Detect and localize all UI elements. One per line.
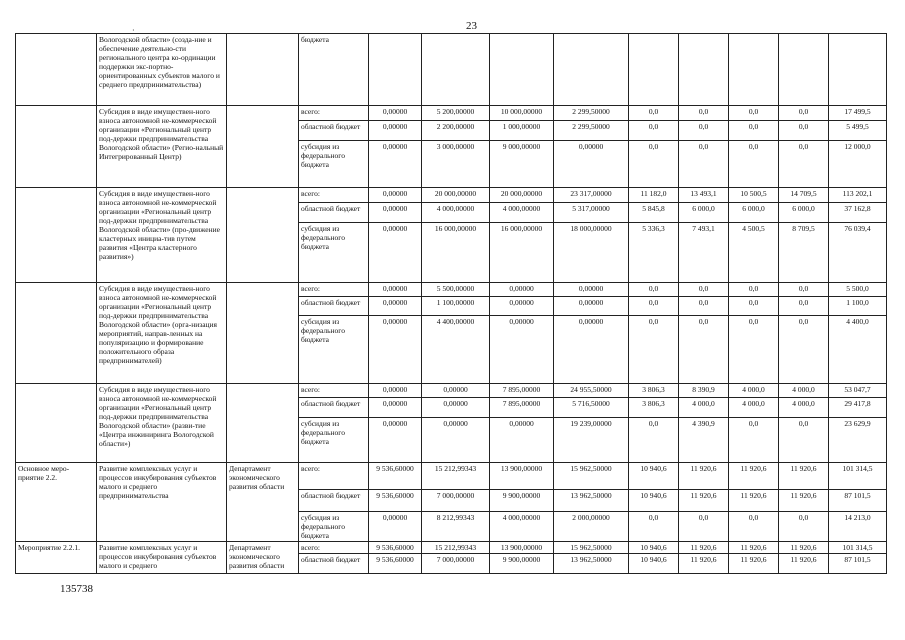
amount-cell: 0,00000 xyxy=(369,297,422,316)
amount-cell: 2 299,50000 xyxy=(554,121,629,141)
amount-cell: 0,0 xyxy=(779,121,829,141)
amount-cell: 8 709,5 xyxy=(779,223,829,283)
funding-source-cell: всего: xyxy=(299,542,369,554)
amount-cell: 87 101,5 xyxy=(829,554,887,574)
table-row xyxy=(16,34,887,106)
amount-cell: 2 000,00000 xyxy=(554,512,629,542)
activity-name-cell: Развитие комплексных услуг и процессов инкубирования субъектов малого и среднего xyxy=(97,542,227,574)
amount-cell: 15 212,99343 xyxy=(422,542,490,554)
amount-cell: 5 317,00000 xyxy=(554,203,629,223)
amount-cell: 0,0 xyxy=(729,283,779,297)
amount-cell: 4 390,9 xyxy=(679,418,729,463)
activity-number-cell xyxy=(16,283,97,384)
activity-number-cell: Основное меро-приятие 2.2. xyxy=(16,463,97,542)
table-row xyxy=(16,542,887,554)
budget-table xyxy=(15,33,887,574)
amount-cell: 0,00000 xyxy=(369,512,422,542)
amount-cell: 10 940,6 xyxy=(629,554,679,574)
amount-cell: 4 500,5 xyxy=(729,223,779,283)
amount-cell: 10 940,6 xyxy=(629,463,679,490)
header-mark: · xyxy=(132,26,135,35)
funding-source-cell: субсидия из федерального бюджета xyxy=(299,418,369,463)
amount-cell: 11 920,6 xyxy=(729,490,779,512)
amount-cell: 0,00000 xyxy=(422,398,490,418)
activity-name-cell: Субсидия в виде имуществен-ного взноса автономной не-коммерческой организации «Региональный центр под-держки предпринимательства Вологодской области» (про-движение кластерных инициа-тив путем развития «Центра кластерного развития») xyxy=(97,188,227,283)
amount-cell: 0,0 xyxy=(629,512,679,542)
amount-cell: 0,0 xyxy=(629,106,679,121)
amount-cell: 4 000,0 xyxy=(779,384,829,398)
amount-cell: 4 000,0 xyxy=(729,398,779,418)
amount-cell: 3 806,3 xyxy=(629,384,679,398)
amount-cell: 0,0 xyxy=(779,297,829,316)
amount-cell: 0,0 xyxy=(679,121,729,141)
amount-cell: 0,0 xyxy=(779,106,829,121)
amount-cell: 0,00000 xyxy=(554,297,629,316)
executor-cell xyxy=(227,188,299,283)
amount-cell: 0,0 xyxy=(679,316,729,384)
amount-cell: 11 920,6 xyxy=(679,463,729,490)
amount-cell: 0,0 xyxy=(629,297,679,316)
amount-cell: 11 920,6 xyxy=(729,463,779,490)
amount-cell: 10 940,6 xyxy=(629,490,679,512)
amount-cell: 11 920,6 xyxy=(779,554,829,574)
table-row xyxy=(16,384,887,398)
amount-cell: 9 900,00000 xyxy=(490,490,554,512)
amount-cell: 4 000,0 xyxy=(729,384,779,398)
amount-cell: 0,00000 xyxy=(369,384,422,398)
amount-cell: 1 100,0 xyxy=(829,297,887,316)
amount-cell: 4 000,0 xyxy=(779,398,829,418)
amount-cell: 5 500,00000 xyxy=(422,283,490,297)
amount-cell: 0,00000 xyxy=(369,316,422,384)
amount-cell: 11 182,0 xyxy=(629,188,679,203)
amount-cell: 101 314,5 xyxy=(829,542,887,554)
amount-cell: 9 900,00000 xyxy=(490,554,554,574)
amount-cell: 5 336,3 xyxy=(629,223,679,283)
amount-cell: 7 493,1 xyxy=(679,223,729,283)
amount-cell: 0,0 xyxy=(779,141,829,188)
funding-source-cell: субсидия из федерального бюджета xyxy=(299,316,369,384)
activity-number-cell xyxy=(16,34,97,106)
amount-cell: 20 000,00000 xyxy=(422,188,490,203)
amount-cell: 23 317,00000 xyxy=(554,188,629,203)
amount-cell: 0,0 xyxy=(629,316,679,384)
amount-cell: 12 000,0 xyxy=(829,141,887,188)
page-number: 23 xyxy=(466,20,477,32)
activity-number-cell xyxy=(16,384,97,463)
amount-cell: 15 212,99343 xyxy=(422,463,490,490)
amount-cell: 11 920,6 xyxy=(729,542,779,554)
funding-source-cell: всего: xyxy=(299,106,369,121)
amount-cell: 5 500,0 xyxy=(829,283,887,297)
table-row xyxy=(16,106,887,121)
amount-cell: 5 200,00000 xyxy=(422,106,490,121)
executor-cell: Департамент экономического развития области xyxy=(227,463,299,542)
amount-cell: 0,00000 xyxy=(369,106,422,121)
activity-number-cell: Мероприятие 2.2.1. xyxy=(16,542,97,574)
amount-cell: 4 400,0 xyxy=(829,316,887,384)
funding-source-cell: областной бюджет xyxy=(299,554,369,574)
amount-cell: 16 000,00000 xyxy=(422,223,490,283)
amount-cell: 0,0 xyxy=(629,121,679,141)
executor-cell: Департамент экономического развития области xyxy=(227,542,299,574)
amount-cell: 101 314,5 xyxy=(829,463,887,490)
amount-cell: 24 955,50000 xyxy=(554,384,629,398)
amount-cell: 0,0 xyxy=(729,316,779,384)
amount-cell: 0,00000 xyxy=(369,418,422,463)
amount-cell: 7 895,00000 xyxy=(490,384,554,398)
amount-cell: 7 895,00000 xyxy=(490,398,554,418)
amount-cell xyxy=(779,34,829,106)
amount-cell: 11 920,6 xyxy=(679,490,729,512)
amount-cell: 0,0 xyxy=(679,106,729,121)
executor-cell xyxy=(227,106,299,188)
activity-name-cell: Развитие комплексных услуг и процессов инкубирования субъектов малого и среднего предпринимательства xyxy=(97,463,227,542)
amount-cell: 53 047,7 xyxy=(829,384,887,398)
amount-cell: 87 101,5 xyxy=(829,490,887,512)
amount-cell: 0,00000 xyxy=(554,316,629,384)
amount-cell: 19 239,00000 xyxy=(554,418,629,463)
funding-source-cell: областной бюджет xyxy=(299,203,369,223)
amount-cell: 0,00000 xyxy=(554,141,629,188)
amount-cell: 7 000,00000 xyxy=(422,554,490,574)
amount-cell: 2 200,00000 xyxy=(422,121,490,141)
amount-cell: 10 000,00000 xyxy=(490,106,554,121)
amount-cell: 0,00000 xyxy=(369,223,422,283)
amount-cell: 17 499,5 xyxy=(829,106,887,121)
amount-cell: 113 202,1 xyxy=(829,188,887,203)
amount-cell: 0,00000 xyxy=(369,398,422,418)
amount-cell: 0,0 xyxy=(779,316,829,384)
amount-cell: 10 500,5 xyxy=(729,188,779,203)
amount-cell: 23 629,9 xyxy=(829,418,887,463)
funding-source-cell: субсидия из федерального бюджета xyxy=(299,141,369,188)
amount-cell: 6 000,0 xyxy=(779,203,829,223)
amount-cell: 15 962,50000 xyxy=(554,463,629,490)
amount-cell xyxy=(490,34,554,106)
amount-cell: 0,0 xyxy=(779,512,829,542)
amount-cell: 6 000,0 xyxy=(729,203,779,223)
amount-cell: 14 709,5 xyxy=(779,188,829,203)
amount-cell: 11 920,6 xyxy=(729,554,779,574)
amount-cell: 10 940,6 xyxy=(629,542,679,554)
funding-source-cell: областной бюджет xyxy=(299,121,369,141)
amount-cell: 4 000,00000 xyxy=(490,203,554,223)
amount-cell: 0,00000 xyxy=(369,121,422,141)
amount-cell: 0,00000 xyxy=(369,141,422,188)
amount-cell: 0,00000 xyxy=(490,283,554,297)
funding-source-cell: бюджета xyxy=(299,34,369,106)
amount-cell: 0,00000 xyxy=(490,297,554,316)
table-row xyxy=(16,188,887,203)
amount-cell: 11 920,6 xyxy=(779,542,829,554)
amount-cell: 0,00000 xyxy=(369,188,422,203)
executor-cell xyxy=(227,34,299,106)
amount-cell xyxy=(729,34,779,106)
amount-cell: 2 299,50000 xyxy=(554,106,629,121)
amount-cell: 1 100,00000 xyxy=(422,297,490,316)
amount-cell: 18 000,00000 xyxy=(554,223,629,283)
amount-cell xyxy=(554,34,629,106)
amount-cell: 13 900,00000 xyxy=(490,463,554,490)
amount-cell: 0,00000 xyxy=(369,283,422,297)
amount-cell: 0,0 xyxy=(729,141,779,188)
amount-cell: 0,00000 xyxy=(422,418,490,463)
funding-source-cell: всего: xyxy=(299,463,369,490)
funding-source-cell: всего: xyxy=(299,188,369,203)
amount-cell: 7 000,00000 xyxy=(422,490,490,512)
amount-cell: 0,0 xyxy=(729,121,779,141)
activity-name-cell: Вологодской области» (созда-ние и обеспечение деятельно-сти регионального центра ко-ординации поддержки экс-портно-ориентированных субъектов малого и среднего предпринимательства) xyxy=(97,34,227,106)
activity-name-cell: Субсидия в виде имуществен-ного взноса автономной не-коммерческой организации «Региональный центр под-держки предпринимательства Вологодской области» (орга-низация мероприятий, направ-ленных на популяризацию и формирование положительного образа предпринимателей) xyxy=(97,283,227,384)
amount-cell: 76 039,4 xyxy=(829,223,887,283)
amount-cell: 13 962,50000 xyxy=(554,554,629,574)
amount-cell: 1 000,00000 xyxy=(490,121,554,141)
amount-cell: 0,0 xyxy=(679,141,729,188)
table-row xyxy=(16,283,887,297)
amount-cell: 5 716,50000 xyxy=(554,398,629,418)
amount-cell: 4 000,0 xyxy=(679,398,729,418)
amount-cell xyxy=(829,34,887,106)
amount-cell: 0,00000 xyxy=(422,384,490,398)
funding-source-cell: субсидия из федерального бюджета xyxy=(299,223,369,283)
amount-cell: 9 536,60000 xyxy=(369,542,422,554)
amount-cell: 4 000,00000 xyxy=(490,512,554,542)
amount-cell: 0,00000 xyxy=(554,283,629,297)
amount-cell: 13 962,50000 xyxy=(554,490,629,512)
funding-source-cell: субсидия из федерального бюджета xyxy=(299,512,369,542)
amount-cell: 16 000,00000 xyxy=(490,223,554,283)
amount-cell: 11 920,6 xyxy=(779,463,829,490)
amount-cell: 6 000,0 xyxy=(679,203,729,223)
amount-cell: 0,0 xyxy=(679,283,729,297)
amount-cell: 9 000,00000 xyxy=(490,141,554,188)
activity-name-cell: Субсидия в виде имуществен-ного взноса автономной не-коммерческой организации «Региональный центр под-держки предпринимательства Вологодской области» (Регио-нальный Интегрированный Центр) xyxy=(97,106,227,188)
amount-cell xyxy=(679,34,729,106)
activity-number-cell xyxy=(16,106,97,188)
amount-cell: 0,0 xyxy=(629,141,679,188)
amount-cell: 0,0 xyxy=(729,418,779,463)
amount-cell: 0,00000 xyxy=(490,418,554,463)
amount-cell xyxy=(629,34,679,106)
executor-cell xyxy=(227,283,299,384)
activity-name-cell: Субсидия в виде имуществен-ного взноса автономной не-коммерческой организации «Региональный центр под-держки предпринимательства Вологодской области» (разви-тие «Центра инжиниринга Вологодской области») xyxy=(97,384,227,463)
amount-cell: 4 400,00000 xyxy=(422,316,490,384)
amount-cell: 11 920,6 xyxy=(779,490,829,512)
amount-cell: 11 920,6 xyxy=(679,542,729,554)
amount-cell: 11 920,6 xyxy=(679,554,729,574)
activity-number-cell xyxy=(16,188,97,283)
amount-cell: 5 845,8 xyxy=(629,203,679,223)
funding-source-cell: всего: xyxy=(299,384,369,398)
amount-cell: 37 162,8 xyxy=(829,203,887,223)
amount-cell: 8 212,99343 xyxy=(422,512,490,542)
amount-cell: 4 000,00000 xyxy=(422,203,490,223)
amount-cell: 0,0 xyxy=(679,512,729,542)
amount-cell: 0,0 xyxy=(779,283,829,297)
footer-code: 135738 xyxy=(60,583,93,595)
amount-cell: 5 499,5 xyxy=(829,121,887,141)
amount-cell: 29 417,8 xyxy=(829,398,887,418)
amount-cell: 3 000,00000 xyxy=(422,141,490,188)
amount-cell xyxy=(369,34,422,106)
amount-cell xyxy=(422,34,490,106)
amount-cell: 15 962,50000 xyxy=(554,542,629,554)
amount-cell: 9 536,60000 xyxy=(369,554,422,574)
amount-cell: 20 000,00000 xyxy=(490,188,554,203)
funding-source-cell: областной бюджет xyxy=(299,490,369,512)
amount-cell: 9 536,60000 xyxy=(369,463,422,490)
amount-cell: 0,0 xyxy=(729,106,779,121)
amount-cell: 3 806,3 xyxy=(629,398,679,418)
amount-cell: 9 536,60000 xyxy=(369,490,422,512)
table-row xyxy=(16,463,887,490)
funding-source-cell: областной бюджет xyxy=(299,297,369,316)
amount-cell: 8 390,9 xyxy=(679,384,729,398)
amount-cell: 0,00000 xyxy=(369,203,422,223)
amount-cell: 0,0 xyxy=(679,297,729,316)
amount-cell: 0,0 xyxy=(629,418,679,463)
executor-cell xyxy=(227,384,299,463)
amount-cell: 0,0 xyxy=(729,512,779,542)
funding-source-cell: областной бюджет xyxy=(299,398,369,418)
amount-cell: 0,00000 xyxy=(490,316,554,384)
amount-cell: 13 900,00000 xyxy=(490,542,554,554)
funding-source-cell: всего: xyxy=(299,283,369,297)
amount-cell: 0,0 xyxy=(779,418,829,463)
amount-cell: 0,0 xyxy=(729,297,779,316)
amount-cell: 13 493,1 xyxy=(679,188,729,203)
amount-cell: 0,0 xyxy=(629,283,679,297)
amount-cell: 14 213,0 xyxy=(829,512,887,542)
